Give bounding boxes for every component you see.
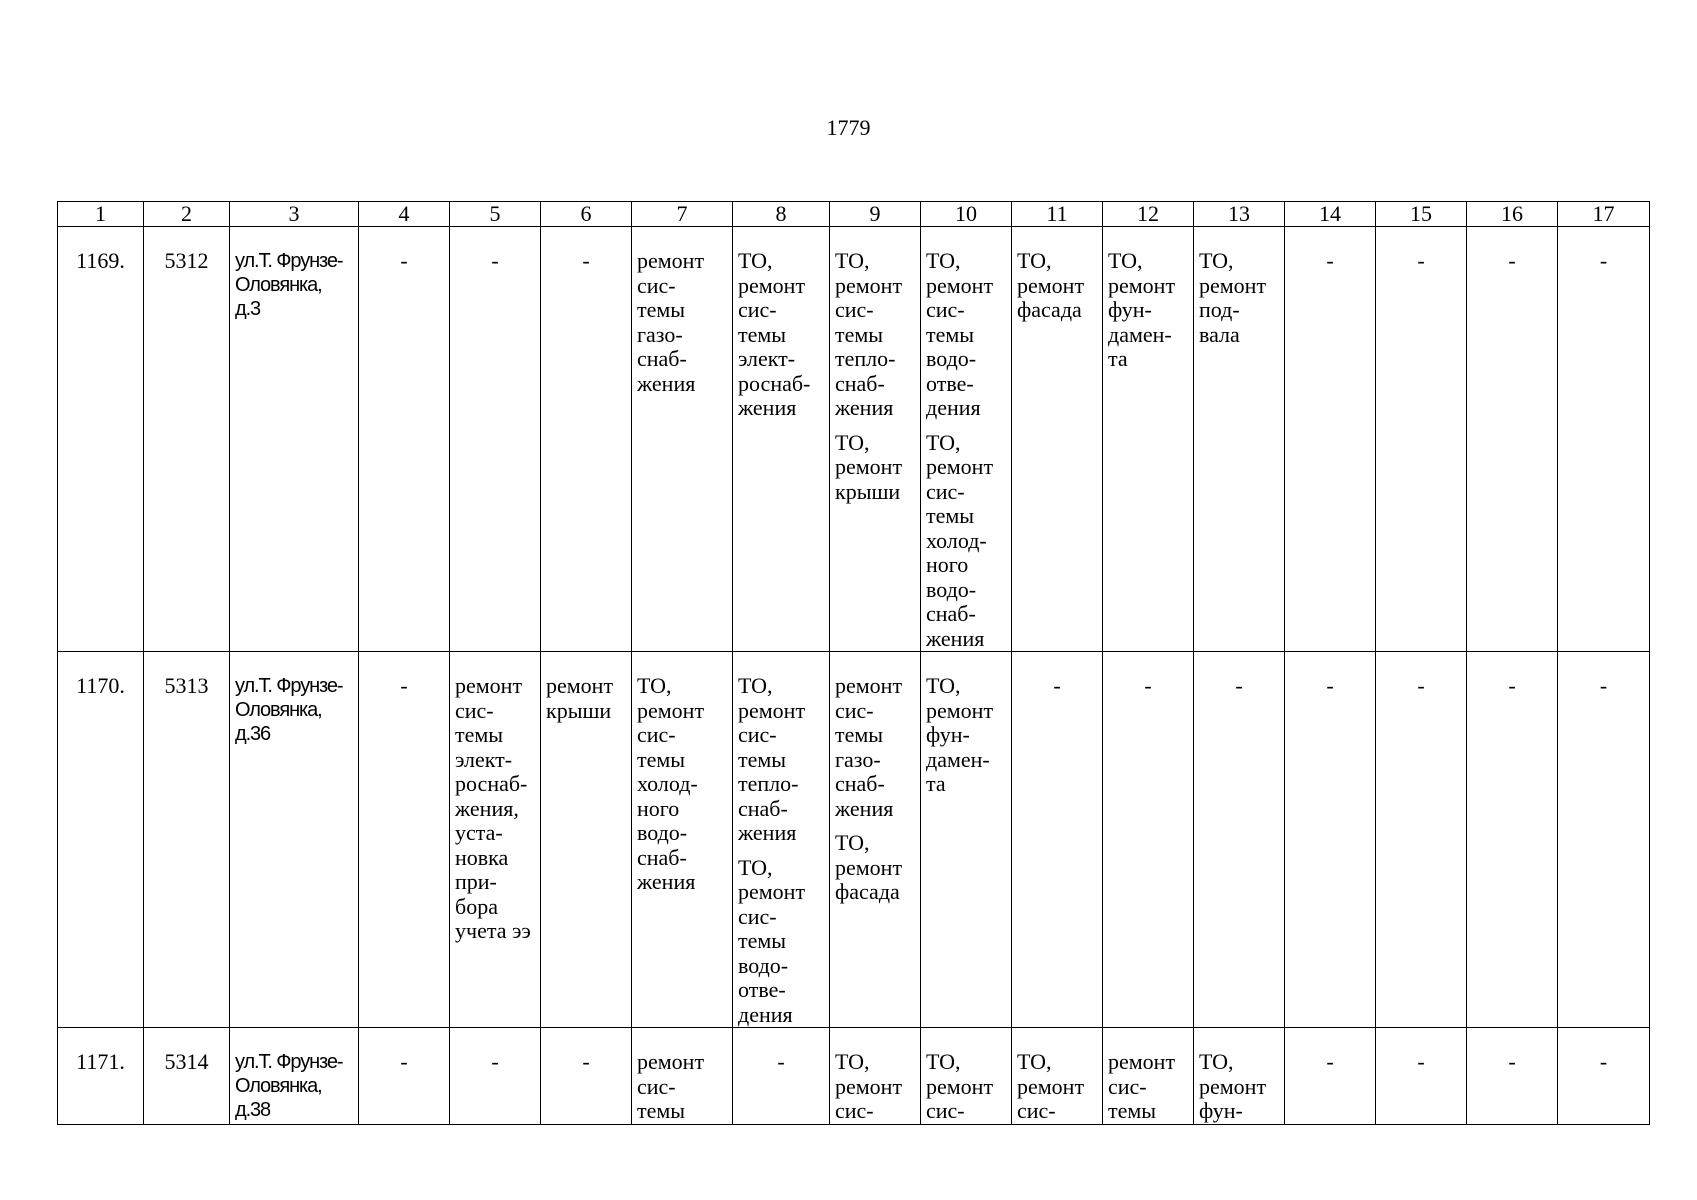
text-line: холод-	[926, 527, 987, 553]
text-line: ремонт	[1199, 272, 1267, 298]
cell-16	[1467, 1028, 1558, 1125]
work-text	[1012, 1028, 1102, 1124]
text-line: снаб-	[637, 844, 687, 870]
text-line: жения	[637, 869, 696, 894]
cell-16	[1467, 227, 1558, 652]
row-number: 1171.	[76, 1049, 125, 1074]
text-line: ТО,	[926, 429, 961, 455]
text-line: водо-	[738, 952, 789, 978]
row-number: 1170.	[76, 673, 125, 698]
work-text	[1012, 227, 1102, 323]
empty-dash: -	[1599, 673, 1608, 698]
cell-4	[359, 1028, 450, 1125]
text-line: жения,	[455, 795, 519, 821]
text-line: темы	[1108, 1098, 1157, 1123]
cell-6	[541, 227, 632, 652]
text-line: ТО,	[738, 248, 773, 273]
text-line: при-	[455, 869, 497, 894]
text-line: темы	[835, 321, 884, 347]
text-line: д.3	[235, 298, 261, 320]
cell-10	[921, 652, 1012, 1028]
work-text	[733, 227, 829, 421]
text-line: тепло-	[738, 771, 799, 796]
address	[230, 1028, 358, 1122]
header-cell: 14	[1285, 202, 1376, 227]
column-number-header	[58, 202, 1650, 227]
row-number-cell	[58, 227, 144, 652]
text-line: снаб-	[637, 346, 687, 371]
text-line: ремонт	[546, 673, 614, 698]
header-cell: 2	[144, 202, 230, 227]
cell-8	[733, 1028, 830, 1125]
text-line: ремонт	[835, 272, 903, 298]
text-line: сис-	[637, 272, 676, 298]
text-line: под-	[1199, 297, 1240, 322]
text-line: сис-	[738, 297, 777, 322]
cell-15	[1376, 652, 1467, 1028]
empty-dash: -	[1508, 673, 1516, 698]
cell-12	[1103, 1028, 1194, 1125]
text-line: темы	[835, 722, 884, 747]
cell-12	[1103, 227, 1194, 652]
text-line: ТО,	[926, 248, 961, 273]
text-line: снаб-	[926, 601, 976, 626]
cell-8	[733, 227, 830, 652]
text-line: ремонт	[835, 854, 903, 880]
text-line: новка	[455, 844, 509, 870]
building-code: 5313	[164, 673, 209, 698]
text-line: ремонт	[926, 454, 994, 479]
work-text-part	[835, 431, 915, 505]
work-text	[830, 1028, 920, 1124]
work-text	[632, 227, 732, 396]
text-line: снаб-	[835, 370, 885, 396]
text-line: ТО,	[835, 429, 870, 455]
text-line: отве-	[926, 370, 974, 396]
text-line: Оловянка,	[235, 1075, 322, 1097]
empty-dash: -	[1417, 248, 1425, 273]
cell-13	[1194, 1028, 1285, 1125]
empty-dash: -	[400, 248, 408, 273]
header-cell: 17	[1558, 202, 1650, 227]
cell-9	[830, 227, 921, 652]
table-row	[58, 1028, 1650, 1125]
text-line: та	[1108, 346, 1128, 371]
cell-7	[632, 652, 733, 1028]
text-line: ТО,	[1017, 248, 1052, 273]
header-cell: 4	[359, 202, 450, 227]
row-number-cell	[58, 652, 144, 1028]
text-line: ремонт	[835, 673, 903, 698]
text-line: ТО,	[738, 854, 773, 880]
empty-dash: -	[1326, 248, 1334, 273]
work-text	[450, 652, 540, 944]
text-line: тепло-	[835, 346, 896, 371]
cell-4	[359, 652, 450, 1028]
cell-11	[1012, 1028, 1103, 1125]
text-line: жения	[738, 395, 797, 420]
cell-15	[1376, 227, 1467, 652]
text-line: сис-	[835, 697, 874, 723]
text-line: уста-	[455, 820, 503, 845]
text-line: сис-	[1108, 1073, 1147, 1099]
work-text-part	[835, 831, 915, 905]
text-line: ремонт	[1108, 1049, 1176, 1074]
text-line: роснаб-	[455, 771, 528, 796]
text-line: ремонт	[835, 454, 903, 479]
header-cell: 10	[921, 202, 1012, 227]
text-line: дения	[738, 1001, 793, 1027]
building-code: 5314	[164, 1049, 209, 1074]
cell-14	[1285, 652, 1376, 1028]
text-line: темы	[738, 928, 787, 953]
work-text	[921, 1028, 1011, 1124]
text-line: ремонт	[1017, 272, 1085, 298]
text-line: ремонт	[1017, 1073, 1085, 1099]
text-line: темы	[926, 503, 975, 528]
work-text-part	[926, 431, 1006, 652]
work-text-part	[835, 674, 915, 821]
text-line: ТО,	[835, 1049, 870, 1074]
text-line: дамен-	[1108, 321, 1172, 347]
text-line: фасада	[835, 879, 900, 904]
address	[230, 652, 358, 746]
cell-4	[359, 227, 450, 652]
text-line: д.38	[235, 1099, 271, 1121]
header-cell: 8	[733, 202, 830, 227]
header-cell: 9	[830, 202, 921, 227]
work-text	[541, 652, 631, 723]
cell-13	[1194, 227, 1285, 652]
text-line: сис-	[455, 697, 494, 723]
cell-6	[541, 652, 632, 1028]
cell-11	[1012, 652, 1103, 1028]
text-line: крыши	[835, 478, 901, 504]
text-line: крыши	[546, 697, 612, 723]
text-line: темы	[455, 722, 504, 747]
address-cell	[230, 1028, 359, 1125]
address	[230, 227, 358, 321]
text-line: ного	[926, 552, 969, 577]
text-line: вала	[1199, 321, 1240, 347]
text-line: ТО,	[835, 248, 870, 273]
text-line: сис-	[835, 1098, 874, 1123]
work-text	[830, 227, 920, 504]
text-line: холод-	[637, 771, 698, 796]
cell-10	[921, 227, 1012, 652]
empty-dash: -	[1053, 673, 1061, 698]
empty-dash: -	[582, 1049, 590, 1074]
row-number-cell	[58, 1028, 144, 1125]
text-line: сис-	[738, 903, 777, 929]
text-line: ремонт	[738, 272, 806, 298]
cell-11	[1012, 227, 1103, 652]
cell-16	[1467, 652, 1558, 1028]
empty-dash: -	[1508, 248, 1516, 273]
text-line: темы	[738, 746, 787, 772]
building-code: 5312	[164, 248, 209, 273]
work-text	[1194, 1028, 1284, 1124]
text-line: ремонт	[738, 879, 806, 904]
text-line: ТО,	[1199, 248, 1234, 273]
text-line: водо-	[637, 820, 688, 845]
cell-5	[450, 227, 541, 652]
text-line: снаб-	[738, 795, 788, 821]
cell-13	[1194, 652, 1285, 1028]
empty-dash: -	[1235, 673, 1243, 698]
cell-9	[830, 1028, 921, 1125]
page-number: 1779	[826, 115, 871, 140]
text-line: сис-	[926, 297, 965, 322]
text-line: жения	[835, 395, 894, 420]
text-line: та	[926, 771, 946, 796]
text-line: ТО,	[1017, 1049, 1052, 1074]
work-text	[733, 652, 829, 1027]
header-cell: 5	[450, 202, 541, 227]
text-line: сис-	[637, 1073, 676, 1099]
text-line: сис-	[926, 1098, 965, 1123]
text-line: элект-	[738, 346, 796, 371]
text-line: ремонт	[637, 697, 705, 723]
cell-17	[1558, 227, 1650, 652]
text-line: снаб-	[835, 771, 885, 796]
text-line: ТО,	[1108, 248, 1143, 273]
text-line: ремонт	[637, 1049, 705, 1074]
empty-dash: -	[582, 248, 590, 273]
empty-dash: -	[1417, 1049, 1425, 1074]
cell-17	[1558, 652, 1650, 1028]
text-line: ТО,	[738, 673, 773, 698]
work-text	[921, 227, 1011, 651]
code-cell	[144, 227, 230, 652]
empty-dash: -	[400, 1049, 408, 1074]
text-line: ремонт	[926, 697, 994, 723]
header-cell: 7	[632, 202, 733, 227]
text-line: фасада	[1017, 297, 1082, 322]
empty-dash: -	[1326, 1049, 1334, 1074]
text-line: роснаб-	[738, 370, 811, 396]
cell-7	[632, 227, 733, 652]
text-line: бора	[455, 893, 498, 919]
text-line: элект-	[455, 746, 513, 772]
work-text-part	[738, 674, 824, 846]
text-line: ул.Т. Фрунзе-	[235, 250, 343, 272]
header-cell: 1	[58, 202, 144, 227]
text-line: сис-	[835, 297, 874, 322]
table-row	[58, 227, 1650, 652]
text-line: Оловянка,	[235, 274, 322, 296]
header-cell: 12	[1103, 202, 1194, 227]
text-line: учета ээ	[455, 918, 531, 943]
empty-dash: -	[400, 673, 408, 698]
text-line: водо-	[926, 346, 977, 371]
text-line: жения	[637, 370, 696, 396]
header-cell: 13	[1194, 202, 1285, 227]
address-cell	[230, 227, 359, 652]
text-line: фун-	[1199, 1098, 1243, 1123]
text-line: темы	[637, 1098, 686, 1123]
text-line: ремонт	[637, 248, 705, 273]
work-text	[1103, 227, 1193, 372]
text-line: ного	[637, 795, 680, 821]
header-cell: 3	[230, 202, 359, 227]
text-line: сис-	[926, 478, 965, 504]
text-line: темы	[738, 321, 787, 347]
cell-15	[1376, 1028, 1467, 1125]
cell-6	[541, 1028, 632, 1125]
text-line: ТО,	[926, 1049, 961, 1074]
text-line: дамен-	[926, 746, 990, 772]
text-line: ТО,	[926, 673, 961, 698]
text-line: ремонт	[455, 673, 523, 698]
empty-dash: -	[1599, 248, 1608, 273]
cell-10	[921, 1028, 1012, 1125]
text-line: жения	[926, 625, 985, 651]
text-line: сис-	[637, 722, 676, 747]
empty-dash: -	[1599, 1049, 1608, 1074]
cell-14	[1285, 1028, 1376, 1125]
text-line: жения	[835, 795, 894, 821]
work-text	[830, 652, 920, 905]
text-line: жения	[738, 820, 797, 845]
text-line: ремонт	[926, 272, 994, 298]
cell-9	[830, 652, 921, 1028]
work-text	[632, 1028, 732, 1124]
text-line: газо-	[835, 746, 881, 772]
row-number: 1169.	[76, 248, 125, 273]
text-line: ремонт	[738, 697, 806, 723]
empty-dash: -	[1417, 673, 1425, 698]
text-line: дения	[926, 395, 981, 420]
work-text-part	[926, 249, 1006, 421]
empty-dash: -	[1326, 673, 1334, 698]
text-line: ул.Т. Фрунзе-	[235, 1051, 343, 1073]
text-line: ремонт	[926, 1073, 994, 1099]
address-cell	[230, 652, 359, 1028]
code-cell	[144, 1028, 230, 1125]
table-row	[58, 652, 1650, 1028]
empty-dash: -	[491, 1049, 499, 1074]
cell-7	[632, 1028, 733, 1125]
text-line: темы	[637, 297, 686, 322]
text-line: Оловянка,	[235, 699, 322, 721]
header-cell: 15	[1376, 202, 1467, 227]
text-line: темы	[926, 321, 975, 347]
cell-14	[1285, 227, 1376, 652]
empty-dash: -	[777, 1049, 785, 1074]
text-line: ТО,	[1199, 1049, 1234, 1074]
work-text	[921, 652, 1011, 797]
text-line: ремонт	[1199, 1073, 1267, 1099]
text-line: фун-	[926, 722, 970, 747]
code-cell	[144, 652, 230, 1028]
cell-5	[450, 652, 541, 1028]
text-line: ТО,	[835, 830, 870, 855]
text-line: темы	[637, 746, 686, 772]
work-text	[1194, 227, 1284, 347]
cell-17	[1558, 1028, 1650, 1125]
cell-8	[733, 652, 830, 1028]
header-cell: 6	[541, 202, 632, 227]
text-line: сис-	[738, 722, 777, 747]
text-line: ТО,	[637, 673, 672, 698]
cell-12	[1103, 652, 1194, 1028]
text-line: ремонт	[835, 1073, 903, 1099]
text-line: ремонт	[1108, 272, 1176, 298]
empty-dash: -	[1144, 673, 1152, 698]
work-text-part	[738, 856, 824, 1028]
work-text	[1103, 1028, 1193, 1124]
text-line: д.36	[235, 723, 271, 745]
work-text	[632, 652, 732, 895]
repair-schedule-table	[57, 201, 1650, 1125]
cell-5	[450, 1028, 541, 1125]
text-line: газо-	[637, 321, 683, 347]
header-cell: 16	[1467, 202, 1558, 227]
text-line: фун-	[1108, 297, 1152, 322]
empty-dash: -	[1508, 1049, 1516, 1074]
text-line: сис-	[1017, 1098, 1056, 1123]
text-line: отве-	[738, 977, 786, 1002]
empty-dash: -	[491, 248, 499, 273]
header-cell: 11	[1012, 202, 1103, 227]
work-text-part	[835, 249, 915, 421]
text-line: ул.Т. Фрунзе-	[235, 675, 343, 697]
text-line: водо-	[926, 576, 977, 602]
